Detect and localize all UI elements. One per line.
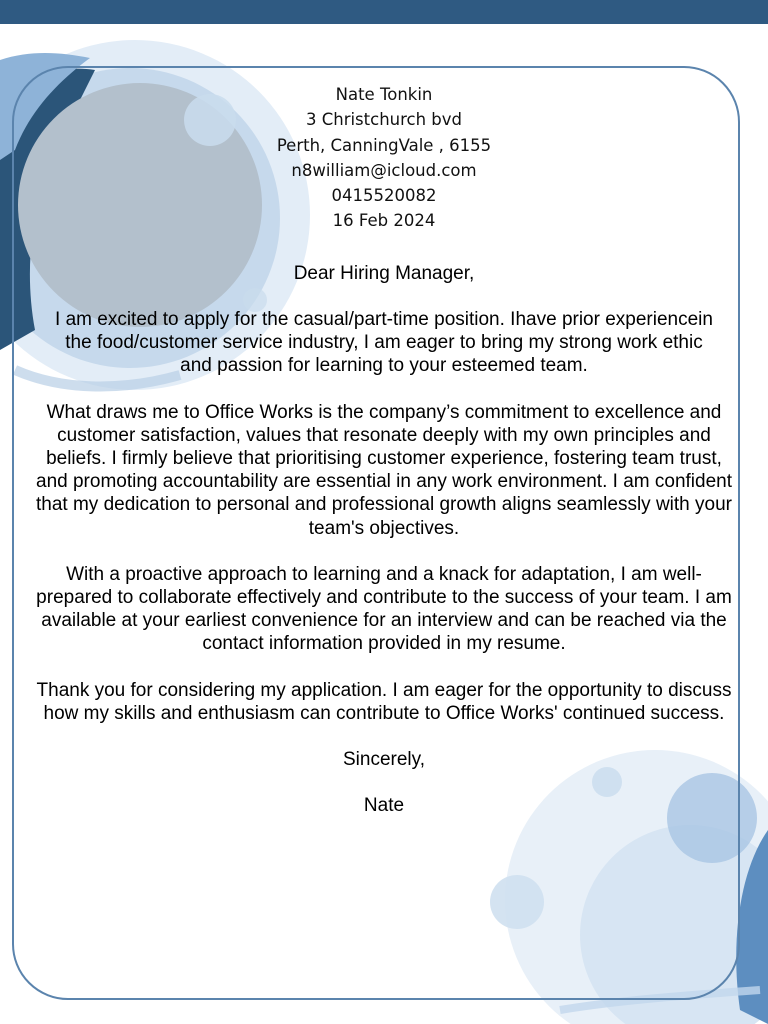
cover-letter [30,82,738,817]
sender-address-line2: Perth, CanningVale , 6155 [276,135,492,155]
signature-name: Nate [363,795,405,817]
sender-phone: 0415520082 [331,186,437,206]
paragraph-approach: With a proactive approach to learning and a knack for adaptation, I am well-prepared to collaborate effectively and contribute to the success of your team. I am available at your earliest convenience for an interview and can be reached via the contact information provided in my resume. [36,563,732,655]
paragraph-thanks: Thank you for considering my application. I am eager for the opportunity to discuss how my skills and enthusiasm can contribute to Office Works' continued success. [36,679,732,724]
paragraph-intro: I am excited to apply for the casual/part-time position. Ihave prior experiencein the food/customer service industry, I am eager to bring my strong work ethic and passion for learning to your esteemed team. [55,308,713,377]
letter-date: 16 Feb 2024 [332,211,436,231]
sender-email: n8william@icloud.com [291,160,477,180]
sender-name: Nate Tonkin [335,85,433,104]
sender-address-line1: 3 Christchurch bvd [305,110,463,130]
greeting: Dear Hiring Manager, [293,262,475,284]
sender-contact-block [30,82,738,234]
closing: Sincerely, [342,749,425,771]
paragraph-motivation: What draws me to Office Works is the company’s commitment to excellence and customer satisfaction, values that resonate deeply with my own principles and beliefs. I firmly believe that prioritising customer experience, fostering team trust, and promoting accountability are essential in any work environment. I am confident that my dedication to personal and professional growth aligns seamlessly with your team's objectives. [36,401,732,539]
